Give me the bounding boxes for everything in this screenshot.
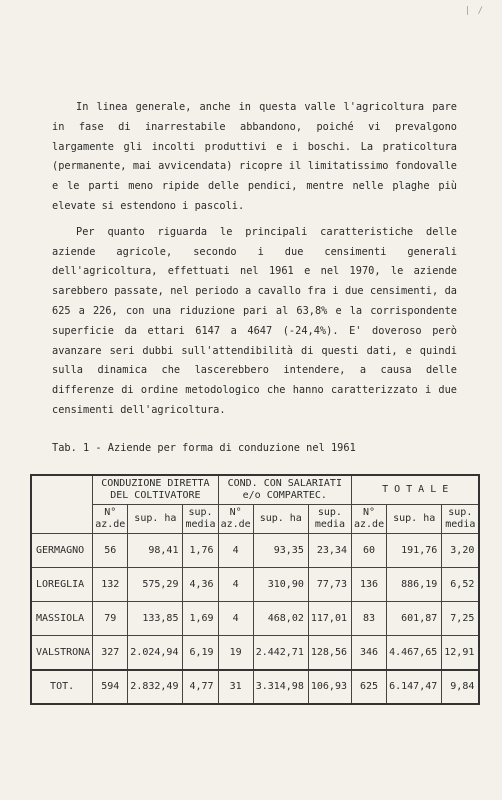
- table-cell: 77,73: [308, 568, 351, 602]
- table-cell: 2.832,49: [128, 670, 183, 704]
- body-text: [52, 98, 457, 421]
- table-cell: 3.314,98: [253, 670, 308, 704]
- table-cell: 60: [351, 534, 386, 568]
- table-cell: 4: [218, 534, 253, 568]
- table-row: [31, 568, 479, 602]
- table-cell: 4: [218, 602, 253, 636]
- table-cell: 23,34: [308, 534, 351, 568]
- table-cell: 468,02: [253, 602, 308, 636]
- table-cell: 4,77: [183, 670, 218, 704]
- table-row: [31, 636, 479, 671]
- table-cell: 9,84: [442, 670, 480, 704]
- table-row: [31, 602, 479, 636]
- row-label: VALSTRONA: [31, 636, 93, 671]
- group-header-salaried: COND. CON SALARIATI e/o COMPARTEC.: [218, 475, 351, 505]
- table-cell: 106,93: [308, 670, 351, 704]
- table-cell: 346: [351, 636, 386, 671]
- paragraph: Per quanto riguarda le principali caratteristiche delle aziende agricole, secondo i due censimenti generali dell'agricoltura, effettuati nel 1961 e nel 1970, le aziende sarebbero passate, nel periodo a cavallo fra i due censimenti, da 625 a 226, con una riduzione pari al 63,8% e la corrispondente superficie da ettari 6147 a 4647 (-24,4%). E' doveroso però avanzare seri dubbi sull'attendibilità di questi dati, e quindi sulla dinamica che lascerebbero intendere, a causa delle differenze di ordine metodologico che hanno caratterizzato i due censimenti dell'agricoltura.: [52, 225, 457, 416]
- table-cell: 4: [218, 568, 253, 602]
- table-cell: 132: [93, 568, 128, 602]
- table-cell: 136: [351, 568, 386, 602]
- row-label: TOT.: [31, 670, 93, 704]
- row-label: MASSIOLA: [31, 602, 93, 636]
- table-cell: 594: [93, 670, 128, 704]
- table-cell: 6.147,47: [387, 670, 442, 704]
- table-cell: 98,41: [128, 534, 183, 568]
- subheader-area: sup. ha: [387, 505, 442, 534]
- table-cell: 117,01: [308, 602, 351, 636]
- subheader-count: N° az.de: [93, 505, 128, 534]
- group-header-direct: CONDUZIONE DIRETTA DEL COLTIVATORE: [93, 475, 218, 505]
- subheader-count: N° az.de: [218, 505, 253, 534]
- table-cell: 133,85: [128, 602, 183, 636]
- subheader-count: N° az.de: [351, 505, 386, 534]
- table-cell: 191,76: [387, 534, 442, 568]
- table-cell: 3,20: [442, 534, 480, 568]
- subheader-mean: sup. media: [183, 505, 218, 534]
- table-cell: 2.024,94: [128, 636, 183, 671]
- table-cell: 1,76: [183, 534, 218, 568]
- table-cell: 601,87: [387, 602, 442, 636]
- table-cell: 12,91: [442, 636, 480, 671]
- total-row: [31, 670, 479, 704]
- group-header-total: T O T A L E: [351, 475, 479, 505]
- table-cell: 625: [351, 670, 386, 704]
- table-cell: 327: [93, 636, 128, 671]
- table-cell: 79: [93, 602, 128, 636]
- table-cell: 56: [93, 534, 128, 568]
- table-cell: 7,25: [442, 602, 480, 636]
- table-cell: 886,19: [387, 568, 442, 602]
- subheader-area: sup. ha: [128, 505, 183, 534]
- table-caption: Tab. 1 - Aziende per forma di conduzione nel 1961: [52, 442, 356, 454]
- table-cell: 93,35: [253, 534, 308, 568]
- subheader-area: sup. ha: [253, 505, 308, 534]
- table-cell: 6,52: [442, 568, 480, 602]
- subheader-mean: sup. media: [308, 505, 351, 534]
- table-cell: 4,36: [183, 568, 218, 602]
- page-number-mark: | /: [464, 6, 484, 16]
- table-cell: 4.467,65: [387, 636, 442, 671]
- paragraph: In linea generale, anche in questa valle l'agricoltura pare in fase di inarrestabile abbandono, poiché vi prevalgono largamente gli incolti produttivi e i boschi. La praticoltura (permanente, mai avvicendata) ricopre il limitatissimo fondovalle e le parti meno ripide delle pendici, mentre nelle plaghe più elevate si estendono i pascoli.: [52, 101, 457, 212]
- farms-table: [30, 474, 480, 705]
- row-label: LOREGLIA: [31, 568, 93, 602]
- row-label: GERMAGNO: [31, 534, 93, 568]
- table-cell: 310,90: [253, 568, 308, 602]
- table-cell: 128,56: [308, 636, 351, 671]
- subheader-mean: sup. media: [442, 505, 480, 534]
- table-cell: 2.442,71: [253, 636, 308, 671]
- corner-cell: [31, 475, 93, 534]
- table-cell: 19: [218, 636, 253, 671]
- table-row: [31, 534, 479, 568]
- table-cell: 575,29: [128, 568, 183, 602]
- table-cell: 31: [218, 670, 253, 704]
- table-cell: 1,69: [183, 602, 218, 636]
- table-cell: 6,19: [183, 636, 218, 671]
- table-cell: 83: [351, 602, 386, 636]
